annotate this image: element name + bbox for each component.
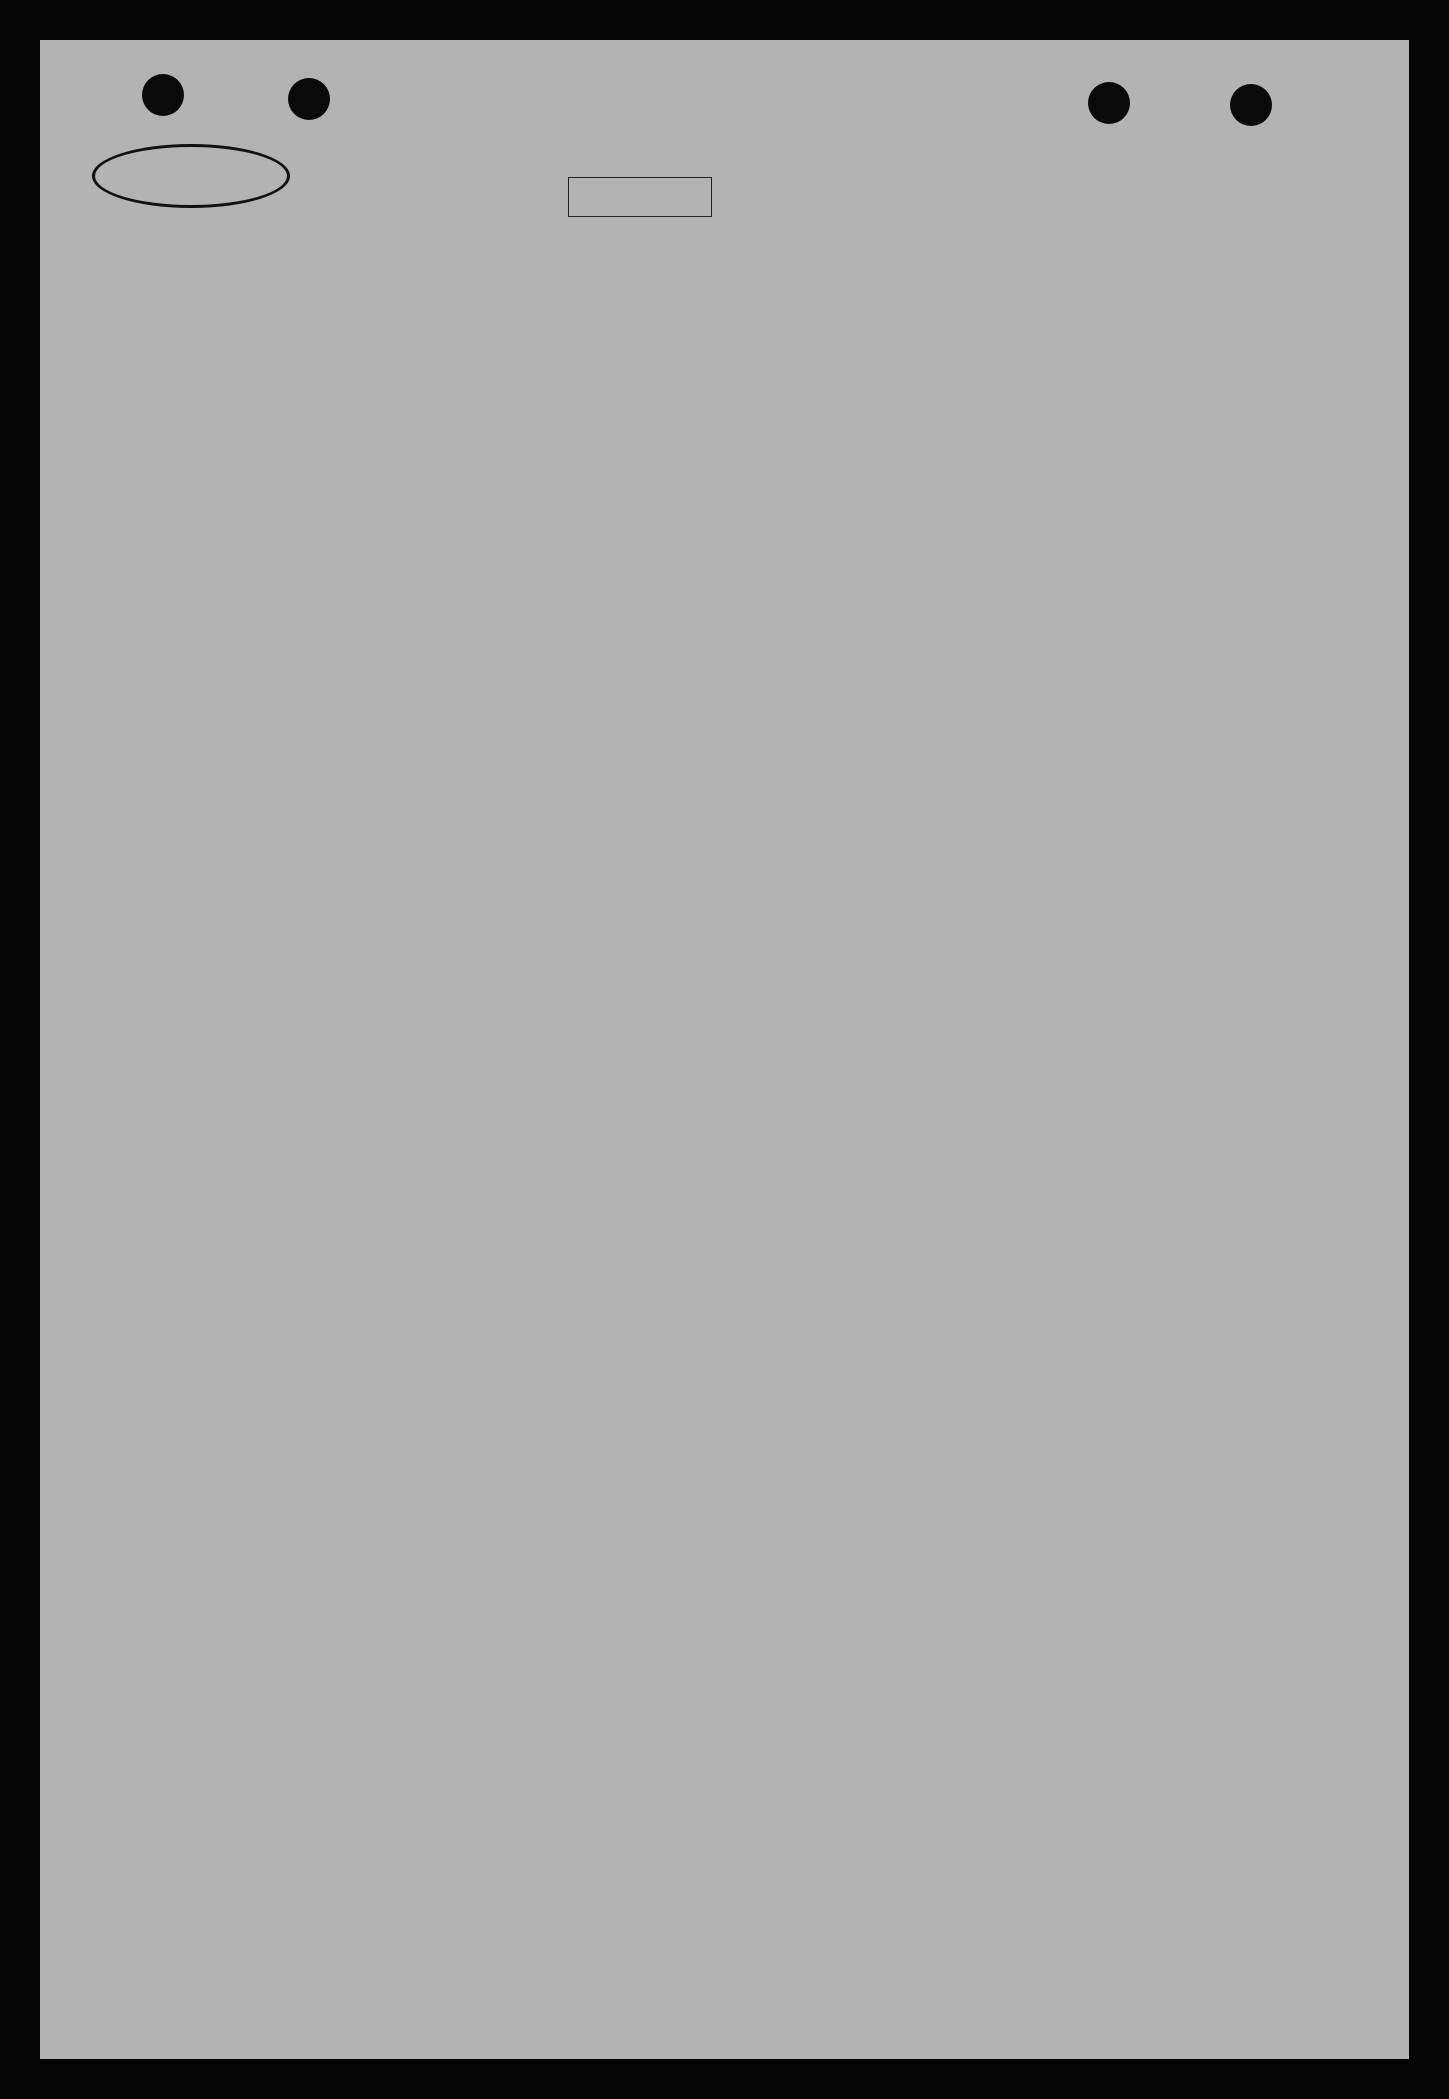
table-grid	[40, 40, 1409, 2059]
manifest-sheet	[40, 40, 1409, 2059]
